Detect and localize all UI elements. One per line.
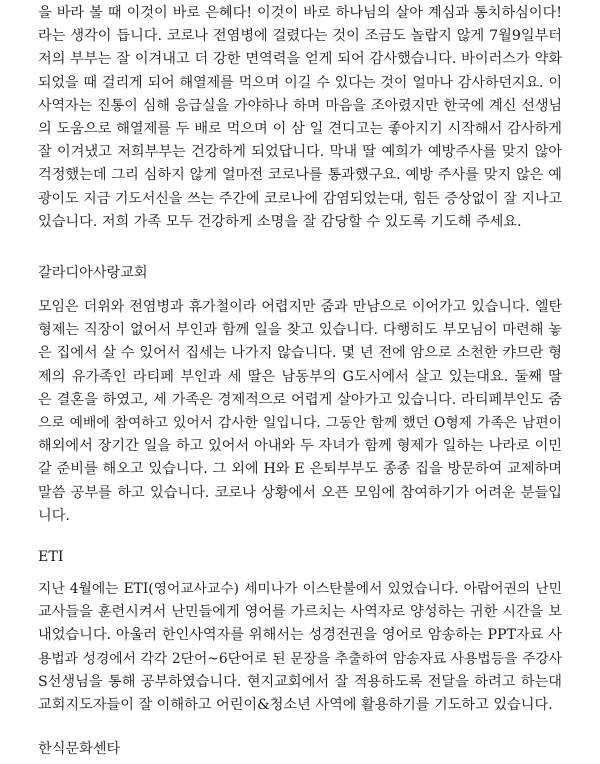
paragraph-galatia-church [38,296,562,528]
text-line: 용법과 성경에서 각각 2단어~6단어로 된 문장을 추출하여 암송자료 사용법등을 주강사 [38,650,562,667]
text-line: 을 바라 볼 때 이것이 바로 은혜다! 이것이 바로 하나님의 살아 계심과 통치하심이다! [38,5,562,21]
text-line: 해외에서 장기간 일을 하고 있어서 아내와 두 자녀가 함께 형제가 일하는 나라로 이민 [38,438,562,455]
text-line: 의 도움으로 해열제를 두 배로 먹으며 이 삼 일 견디고는 좋아지기 시작해서 감사하게 [38,121,562,138]
text-line: 내었습니다. 아울러 한인사역자를 위해서는 성경전권을 영어로 암송하는 PPT자료 사 [38,627,562,644]
paragraph-intro [38,2,562,234]
text-line: 사역자는 진통이 심해 응급실을 가야하나 하며 마음을 조아렸지만 한국에 계신 선생님 [38,97,562,114]
text-line: 갈 준비를 해오고 있습니다. 그 외에 H와 E 은퇴부부도 종종 집을 방문하여 교제하며 [38,461,562,478]
text-line: 제의 유가족인 라티페 부인과 세 딸은 남동부의 G도시에서 살고 있는대요. 둘째 딸 [38,368,562,385]
text-line: 모임은 더위와 전염병과 휴가철이라 어렵지만 줌과 만남으로 이어가고 있습니다. 엘탄 [38,299,562,315]
text-line: 잘 이겨냈고 저희부부는 건강하게 되었답니다. 막내 딸 예희가 예방주사를 맞지 않아 [38,144,562,161]
text-line: 교사들을 훈련시켜서 난민들에게 영어를 가르치는 사역자로 양성하는 귀한 시간을 보 [38,604,562,621]
text-line: 형제는 직장이 없어서 부인과 함께 일을 찾고 있습니다. 다행히도 부모님이 마련해 놓 [38,322,562,339]
section-heading-korean-food-center: 한식문화센타 [38,741,121,757]
text-line: 걱정했는데 그리 심하지 않게 얼마전 코로나를 통과했구요. 예방 주사를 맞지 않은 예 [38,167,562,184]
section-heading-eti: ETI [38,549,64,565]
text-line: 라는 생각이 듭니다. 코로나 전염병에 걸렸다는 것이 조금도 놀랍지 않게 7월9일부터 [38,28,562,45]
text-line: 저의 부부는 잘 이겨내고 더 강한 면역력을 얻게 되어 감사했습니다. 바이러스가 약화 [38,51,562,68]
text-line: 교회지도자들이 잘 이해하고 어린이&청소년 사역에 활용하기를 기도하고 있습니다. [38,697,553,714]
text-line: 은 집에서 살 수 있어서 집세는 나가지 않습니다. 몇 년 전에 암으로 소천한 캬므란 형 [38,345,562,362]
text-line: 은 결혼을 하였고, 세 가족은 경제적으로 어렵게 살아가고 있습니다. 라티페부인도 줌 [38,391,562,408]
section-heading-galatia-church: 갈라디아사랑교회 [38,265,148,281]
text-line: 광이도 지금 기도서신을 쓰는 주간에 코로나에 감염되었는대, 힘든 증상없이 잘 지나고 [38,190,562,207]
text-line: 지난 4월에는 ETI(영어교사교수) 세미나가 이스탄불에서 있었습니다. 아랍어권의 난민 [38,581,562,597]
text-line: 되었을 때 걸리게 되어 해열제를 먹으며 이길 수 있다는 것이 얼마나 감사하던지요. 이 [38,74,562,91]
text-line: 있습니다. 저희 가족 모두 건강하게 소명을 잘 감당할 수 있도록 기도해 주세요. [38,213,522,230]
text-line: S선생님을 통해 공부하였습니다. 현지교회에서 잘 적용하도록 전달을 하려고 하는대 [38,673,562,690]
paragraph-eti [38,578,562,717]
text-line: 으로 예배에 참여하고 있어서 감사한 일입니다. 그동안 함께 했던 O형제 가족은 남편이 [38,415,562,432]
text-line: 말씀 공부를 하고 있습니다. 코로나 상황에서 오픈 모임에 참여하기가 어려운 분들입 [38,484,562,501]
text-line: 니다. [38,507,70,524]
